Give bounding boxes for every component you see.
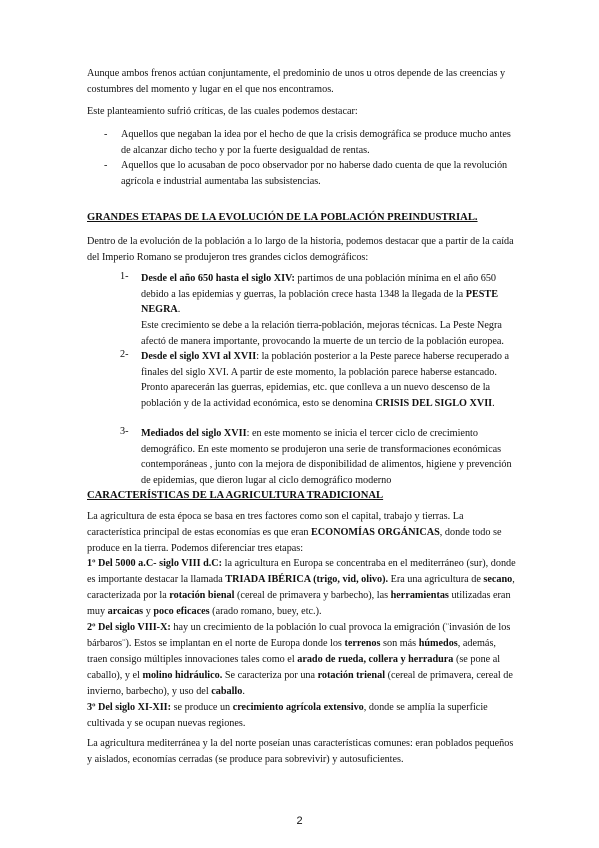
text-run: son más [380,638,419,649]
text-bold: herramientas [390,590,449,601]
list-item [141,271,519,318]
bullet-item: Aquellos que negaban la idea por el hecho de que la crisis demográfica se produce mucho antes de alcanzar dicho techo y por la fuerte desigualdad de rentas. [121,129,511,156]
section2-intro [87,509,517,557]
text-bold: 2º Del siglo VIII-X: [87,622,171,633]
list-item [141,349,519,411]
stage-1-paragraph [87,556,517,620]
page-number: 2 [296,815,303,827]
section-heading-agricultura: CARACTERÍSTICAS DE LA AGRICULTURA TRADICIONAL [87,490,384,501]
section-heading-preindustrial: GRANDES ETAPAS DE LA EVOLUCIÓN DE LA POBLACIÓN PREINDUSTRIAL. [87,212,478,223]
stage-2-paragraph [87,620,517,700]
list-item-bold: Desde el siglo XVI al XVII [141,351,257,362]
list-number: 3- [120,426,129,437]
bullet-item: Aquellos que lo acusaban de poco observador por no haberse dado cuenta de que la revolución agrícola e industrial aumentaba las subsistencias. [121,160,508,187]
list-item-text: : la población posterior a la Peste parece haberse recuperado a finales del siglo XVI. A partir de este momento, la población parece haberse estancado. Pronto aparecerán las guerras, epidemias, etc. que conlleva a un nuevo descenso de la población y de la actividad económica, esto se denomina [141,351,510,409]
text-run: hay un crecimiento de la población lo cual provoca la emigración (¨invasión de los bárbaros¨). Estos se implantan en el norte de Europa donde los [87,622,511,649]
text-run: Se caracteriza por una [222,670,318,681]
text-bold: 3º Del siglo XI-XII: [87,702,172,713]
critics-paragraph: Este planteamiento sufrió críticas, de las cuales podemos destacar: [87,106,358,117]
list-item-text: . [492,397,495,409]
list-number: 2- [120,349,129,360]
text-bold: secano [483,574,513,585]
text-run: (arado romano, buey, etc.). [209,606,322,617]
text-bold: crecimiento agrícola extensivo [232,702,364,713]
text-run: , donde se amplía la superficie cultivada y se ocupan nuevas regiones. [87,702,488,729]
text-run: , donde todo se produce en la tierra. Podemos diferenciar tres etapas: [87,527,502,554]
text-run: (se pone al caballo), y el [87,654,501,681]
list-item-text: partimos de una población mínima en el año 650 debido a las epidemias y guerras, la población crece hasta 1348 la llegada de la [141,273,497,300]
text-bold: arcaicas [107,606,144,617]
list-item [141,426,519,488]
text-bold: TRIADA IBÉRICA (trigo, vid, olivo). [225,574,389,585]
text-bold: arado de rueda, collera y herradura [297,654,454,665]
list-number: 1- [120,271,129,282]
text-run: utilizadas eran muy [87,590,511,617]
text-run: . [242,686,245,697]
text-bold: rotación bienal [169,590,235,601]
text-run: y [143,606,154,617]
text-run: , además, traen consigo múltiples innovaciones tales como el [87,638,496,665]
list-item-extra: Este crecimiento se debe a la relación tierra-población, mejoras técnicas. La Peste Negra afectó de manera importante, provocando la muerte de un tercio de la población europea. [141,320,504,347]
intro-paragraph: Aunque ambos frenos actúan conjuntamente, el predominio de unos u otros depende de las creencias y costumbres del momento y lugar en el que nos encontramos. [87,68,506,95]
section1-intro: Dentro de la evolución de la población a lo largo de la historia, podemos destacar que a partir de la caída del Imperio Romano se produjeron tres grandes ciclos demográficos: [87,236,514,263]
text-bold: molino hidráulico. [142,670,223,681]
text-bold: húmedos [418,638,458,649]
text-bold: terrenos [344,638,381,649]
list-item-bold: CRISIS DEL SIGLO XVII [375,397,493,409]
bullet-mark: - [104,129,108,140]
text-run: (cereal de primavera y barbecho), las [234,590,391,601]
list-item-text: . [177,304,181,315]
list-item-bold: PESTE NEGRA [141,288,499,315]
text-run: La agricultura de esta época se basa en tres factores como son el capital, trabajo y tierras. La característica principal de estas economías es que eran [87,511,464,538]
list-item-text: : en este momento se inicia el tercer ciclo de crecimiento demográfico. En este momento se produjeron una serie de transformaciones económicas contemporáneas , junto con la mejora de disponibilidad de alimentos, higiene y prevención de epidemias, que dieron lugar al ciclo demográfico moderno [141,428,512,486]
list-item-bold: Desde el año 650 hasta el siglo XIV: [141,273,295,284]
text-run: , caracterizada por la [87,574,515,601]
bullet-mark: - [104,160,108,171]
text-bold: ECONOMÍAS ORGÁNICAS [311,527,440,538]
text-run: (cereal de primavera, cereal de invierno, barbecho), y uso del [87,670,513,697]
text-bold: 1º Del 5000 a.C- siglo VIII d.C: [87,558,223,569]
text-run: se produce un [171,702,233,713]
text-bold: poco eficaces [153,606,210,617]
text-bold: rotación trienal [317,670,386,681]
closing-paragraph: La agricultura mediterránea y la del norte poseían unas características comunes: eran poblados pequeños y aislados, economías cerradas (se produce para sobrevivir) y autosuficientes. [87,738,514,765]
stage-3-paragraph [87,700,517,732]
text-bold: caballo [211,686,243,697]
text-run: la agricultura en Europa se concentraba en el mediterráneo (sur), donde es importante destacar la llamada [87,558,516,585]
list-item-bold: Mediados del siglo XVII [141,428,247,439]
text-run: Era una agricultura de [388,574,484,585]
